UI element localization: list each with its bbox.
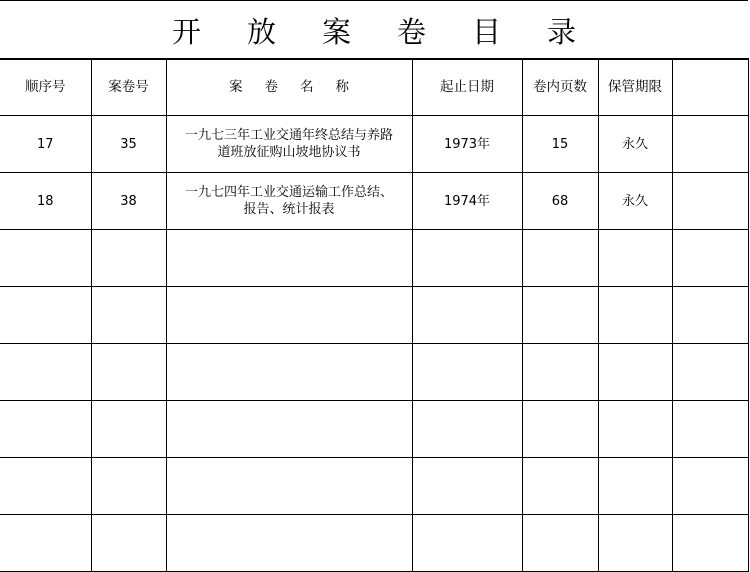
cell-file-name-line1: 一九七三年工业交通年终总结与养路 xyxy=(184,128,393,143)
empty-cell xyxy=(598,344,672,401)
empty-cell xyxy=(598,401,672,458)
cell-seq: 18 xyxy=(0,173,91,230)
empty-row xyxy=(0,458,748,515)
empty-cell xyxy=(0,344,91,401)
empty-cell xyxy=(598,458,672,515)
cell-pages: 15 xyxy=(522,116,598,173)
header-file-no: 案卷号 xyxy=(91,59,166,116)
table-row xyxy=(0,116,748,173)
empty-cell xyxy=(91,344,166,401)
cell-file-name-line2: 道班放征购山坡地协议书 xyxy=(217,145,361,160)
empty-cell xyxy=(0,230,91,287)
empty-cell xyxy=(91,287,166,344)
empty-cell xyxy=(598,287,672,344)
empty-cell xyxy=(522,515,598,572)
empty-cell xyxy=(0,458,91,515)
catalog-table xyxy=(0,58,749,572)
empty-cell xyxy=(412,287,522,344)
table-row xyxy=(0,173,748,230)
empty-cell xyxy=(672,458,748,515)
empty-cell xyxy=(166,344,412,401)
empty-cell xyxy=(412,344,522,401)
cell-extra xyxy=(672,173,748,230)
catalog-title xyxy=(0,0,748,60)
header-date-range: 起止日期 xyxy=(412,59,522,116)
empty-cell xyxy=(598,230,672,287)
header-file-name-text: 案卷名称 xyxy=(229,78,371,95)
header-seq: 顺序号 xyxy=(0,59,91,116)
cell-file-no: 38 xyxy=(91,173,166,230)
empty-row xyxy=(0,344,748,401)
empty-row xyxy=(0,230,748,287)
empty-cell xyxy=(412,230,522,287)
catalog-title-text: 开放案卷目录 xyxy=(171,14,622,49)
empty-cell xyxy=(412,515,522,572)
empty-cell xyxy=(672,287,748,344)
empty-cell xyxy=(166,230,412,287)
header-page-count: 卷内页数 xyxy=(522,59,598,116)
empty-cell xyxy=(672,344,748,401)
empty-row xyxy=(0,401,748,458)
empty-cell xyxy=(672,401,748,458)
empty-row xyxy=(0,515,748,572)
cell-retention: 永久 xyxy=(598,116,672,173)
empty-row xyxy=(0,287,748,344)
empty-cell xyxy=(0,515,91,572)
cell-file-name-line1: 一九七四年工业交通运输工作总结、 xyxy=(184,185,393,200)
header-file-name xyxy=(166,59,412,116)
cell-file-name xyxy=(166,173,412,230)
empty-cell xyxy=(522,458,598,515)
empty-cell xyxy=(672,230,748,287)
empty-cell xyxy=(522,287,598,344)
empty-cell xyxy=(672,515,748,572)
cell-date: 1974年 xyxy=(412,173,522,230)
empty-cell xyxy=(166,401,412,458)
empty-cell xyxy=(91,401,166,458)
empty-cell xyxy=(91,230,166,287)
empty-cell xyxy=(0,287,91,344)
header-extra xyxy=(672,59,748,116)
empty-cell xyxy=(166,287,412,344)
empty-cell xyxy=(522,401,598,458)
cell-file-name xyxy=(166,116,412,173)
empty-cell xyxy=(412,458,522,515)
empty-cell xyxy=(91,515,166,572)
empty-cell xyxy=(412,401,522,458)
header-row xyxy=(0,59,748,116)
empty-cell xyxy=(598,515,672,572)
header-retention: 保管期限 xyxy=(598,59,672,116)
empty-cell xyxy=(522,230,598,287)
cell-seq: 17 xyxy=(0,116,91,173)
empty-cell xyxy=(166,515,412,572)
empty-cell xyxy=(0,401,91,458)
cell-file-no: 35 xyxy=(91,116,166,173)
cell-pages: 68 xyxy=(522,173,598,230)
cell-file-name-line2: 报告、统计报表 xyxy=(243,202,335,217)
cell-extra xyxy=(672,116,748,173)
cell-date: 1973年 xyxy=(412,116,522,173)
empty-cell xyxy=(522,344,598,401)
cell-retention: 永久 xyxy=(598,173,672,230)
empty-cell xyxy=(91,458,166,515)
empty-cell xyxy=(166,458,412,515)
